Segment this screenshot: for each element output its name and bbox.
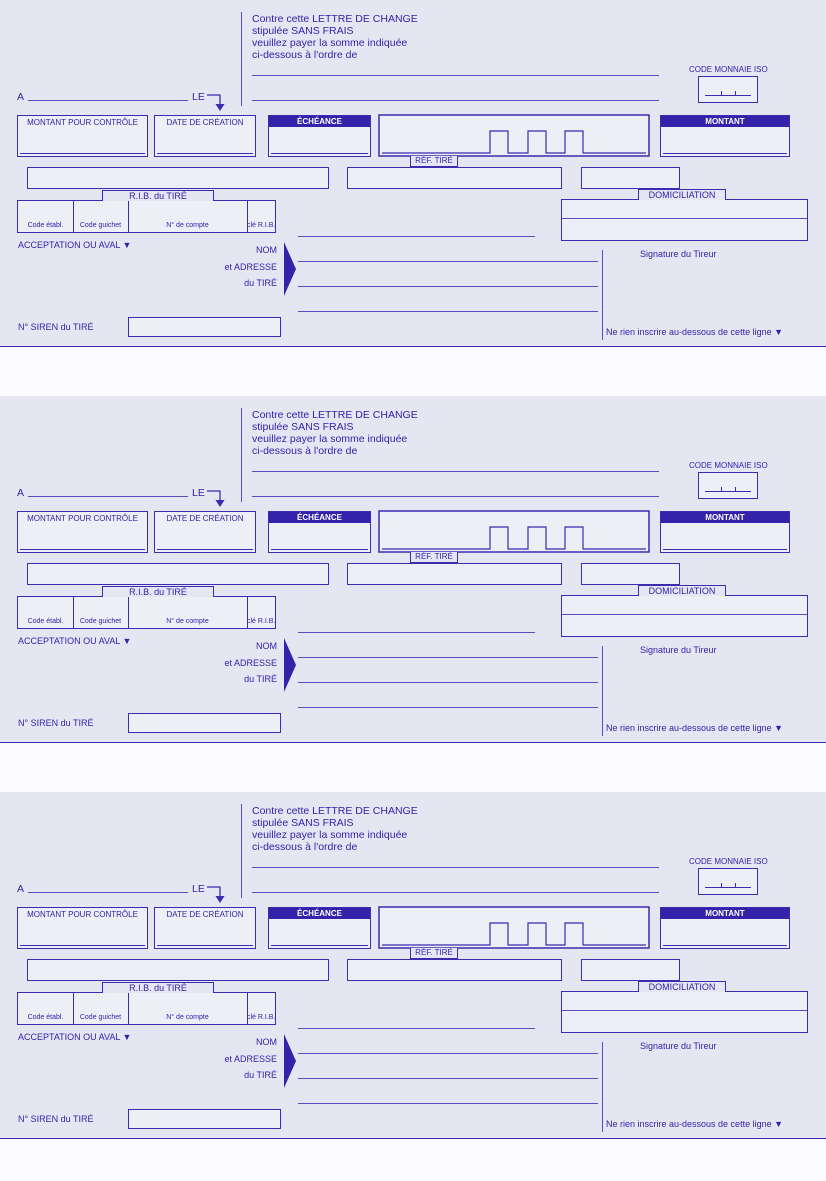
echeance-label: ÉCHÉANCE: [269, 116, 370, 127]
le-label: LE: [192, 91, 205, 103]
siren-field[interactable]: [128, 713, 281, 733]
ref-tire-label: RÉF. TIRÉ: [410, 948, 458, 959]
rib-label: R.I.B. du TIRÉ: [102, 190, 214, 201]
nom-line-1[interactable]: [298, 1053, 598, 1054]
echeance-label: ÉCHÉANCE: [269, 908, 370, 919]
rib-col-code-etabl: Code établ.: [27, 1014, 64, 1021]
acceptation-label: ACCEPTATION OU AVAL ▼: [18, 636, 132, 646]
montant-label: MONTANT: [661, 908, 789, 919]
rib-col-code-guichet: Code guichet: [79, 222, 122, 229]
ref-field[interactable]: [347, 167, 562, 189]
code-monnaie-label: CODE MONNAIE ISO: [689, 857, 768, 866]
ref-field[interactable]: [347, 959, 562, 981]
acceptation-label: ACCEPTATION OU AVAL ▼: [18, 1032, 132, 1042]
signature-label: Signature du Tireur: [640, 249, 717, 259]
acceptation-label: ACCEPTATION OU AVAL ▼: [18, 240, 132, 250]
date-creation-field[interactable]: [154, 511, 256, 553]
rib-label: R.I.B. du TIRÉ: [102, 982, 214, 993]
acceptation-line[interactable]: [298, 1028, 535, 1029]
tire-name-field[interactable]: [27, 959, 329, 981]
signature-divider: [602, 646, 603, 736]
chevron-right-icon: [284, 242, 296, 296]
instruction-line-2: stipulée SANS FRAIS: [252, 817, 354, 829]
tire-name-field[interactable]: [27, 563, 329, 585]
date-creation-field[interactable]: [154, 907, 256, 949]
code-monnaie-field[interactable]: [698, 472, 758, 499]
a-label: A: [17, 91, 25, 103]
du-tire-label: du TIRÉ: [244, 1070, 277, 1080]
date-creation-label: DATE DE CRÉATION: [166, 910, 244, 919]
montant-label: MONTANT: [661, 116, 789, 127]
tire-name-field[interactable]: [27, 167, 329, 189]
rib-col-code-etabl: Code établ.: [27, 618, 64, 625]
chevron-right-icon: [284, 1034, 296, 1088]
signature-divider: [602, 1042, 603, 1132]
adresse-label: et ADRESSE: [224, 1054, 277, 1064]
lettre-de-change-form-2: [0, 396, 826, 743]
nom-line-2[interactable]: [298, 1078, 598, 1079]
rib-field[interactable]: [17, 596, 276, 629]
rib-col-numero-compte: N° de compte: [166, 1014, 209, 1021]
montant-controle-field[interactable]: [17, 511, 148, 553]
instruction-line-3: veuillez payer la somme indiquée: [252, 433, 408, 445]
code-monnaie-label: CODE MONNAIE ISO: [689, 461, 768, 470]
a-field[interactable]: [28, 892, 188, 893]
small-field[interactable]: [581, 167, 680, 189]
montant-field[interactable]: [660, 115, 790, 157]
rib-col-cle: clé R.I.B.: [247, 222, 276, 229]
nom-line-3[interactable]: [298, 1103, 598, 1104]
domiciliation-field[interactable]: [561, 991, 808, 1033]
acceptation-line[interactable]: [298, 632, 535, 633]
nom-line-2[interactable]: [298, 682, 598, 683]
rib-label: R.I.B. du TIRÉ: [102, 586, 214, 597]
echeance-field[interactable]: [268, 907, 371, 949]
bottom-note: Ne rien inscrire au-dessous de cette ligne ▼: [606, 327, 783, 337]
order-line-1[interactable]: [252, 75, 659, 76]
du-tire-label: du TIRÉ: [244, 674, 277, 684]
a-label: A: [17, 487, 25, 499]
le-label: LE: [192, 883, 205, 895]
instruction-line-1: Contre cette LETTRE DE CHANGE: [252, 805, 418, 817]
montant-label: MONTANT: [661, 512, 789, 523]
instruction-line-3: veuillez payer la somme indiquée: [252, 37, 408, 49]
domiciliation-label: DOMICILIATION: [638, 981, 726, 992]
montant-controle-field[interactable]: [17, 907, 148, 949]
code-monnaie-label: CODE MONNAIE ISO: [689, 65, 768, 74]
arrow-down-icon: [207, 882, 227, 904]
adresse-label: et ADRESSE: [224, 658, 277, 668]
siren-label: N° SIREN du TIRÉ: [18, 1114, 94, 1124]
instruction-line-4: ci-dessous à l'ordre de: [252, 49, 358, 61]
siren-field[interactable]: [128, 317, 281, 337]
domiciliation-field[interactable]: [561, 595, 808, 637]
instruction-line-1: Contre cette LETTRE DE CHANGE: [252, 409, 418, 421]
echeance-field[interactable]: [268, 511, 371, 553]
domiciliation-field[interactable]: [561, 199, 808, 241]
rib-field[interactable]: [17, 200, 276, 233]
echeance-field[interactable]: [268, 115, 371, 157]
date-creation-field[interactable]: [154, 115, 256, 157]
instruction-line-2: stipulée SANS FRAIS: [252, 421, 354, 433]
montant-controle-label: MONTANT POUR CONTRÔLE: [27, 514, 138, 523]
instruction-divider: [241, 12, 242, 106]
siren-label: N° SIREN du TIRÉ: [18, 718, 94, 728]
instruction-divider: [241, 408, 242, 502]
nom-line-2[interactable]: [298, 286, 598, 287]
nom-label: NOM: [256, 1037, 277, 1047]
a-field[interactable]: [28, 100, 188, 101]
small-field[interactable]: [581, 563, 680, 585]
rib-col-code-guichet: Code guichet: [79, 618, 122, 625]
date-creation-label: DATE DE CRÉATION: [166, 118, 244, 127]
montant-controle-label: MONTANT POUR CONTRÔLE: [27, 910, 138, 919]
nom-label: NOM: [256, 245, 277, 255]
chevron-right-icon: [284, 638, 296, 692]
domiciliation-label: DOMICILIATION: [638, 585, 726, 596]
rib-col-cle: clé R.I.B.: [247, 1014, 276, 1021]
signature-label: Signature du Tireur: [640, 645, 717, 655]
ref-tire-label: RÉF. TIRÉ: [410, 156, 458, 167]
instruction-line-1: Contre cette LETTRE DE CHANGE: [252, 13, 418, 25]
order-line-2[interactable]: [252, 100, 659, 101]
rib-col-numero-compte: N° de compte: [166, 222, 209, 229]
siren-label: N° SIREN du TIRÉ: [18, 322, 94, 332]
a-label: A: [17, 883, 25, 895]
nom-line-3[interactable]: [298, 311, 598, 312]
nom-label: NOM: [256, 641, 277, 651]
order-line-1[interactable]: [252, 471, 659, 472]
montant-controle-label: MONTANT POUR CONTRÔLE: [27, 118, 138, 127]
instruction-divider: [241, 804, 242, 898]
order-line-1[interactable]: [252, 867, 659, 868]
date-creation-label: DATE DE CRÉATION: [166, 514, 244, 523]
a-field[interactable]: [28, 496, 188, 497]
rib-col-numero-compte: N° de compte: [166, 618, 209, 625]
code-monnaie-field[interactable]: [698, 76, 758, 103]
nom-line-1[interactable]: [298, 657, 598, 658]
montant-controle-field[interactable]: [17, 115, 148, 157]
echeance-label: ÉCHÉANCE: [269, 512, 370, 523]
lettre-de-change-form-1: [0, 0, 826, 347]
adresse-label: et ADRESSE: [224, 262, 277, 272]
arrow-down-icon: [207, 90, 227, 112]
nom-line-1[interactable]: [298, 261, 598, 262]
instruction-line-4: ci-dessous à l'ordre de: [252, 841, 358, 853]
signature-label: Signature du Tireur: [640, 1041, 717, 1051]
small-field[interactable]: [581, 959, 680, 981]
rib-field[interactable]: [17, 992, 276, 1025]
rib-col-cle: clé R.I.B.: [247, 618, 276, 625]
domiciliation-label: DOMICILIATION: [638, 189, 726, 200]
signature-divider: [602, 250, 603, 340]
bottom-note: Ne rien inscrire au-dessous de cette ligne ▼: [606, 723, 783, 733]
instruction-line-2: stipulée SANS FRAIS: [252, 25, 354, 37]
le-label: LE: [192, 487, 205, 499]
du-tire-label: du TIRÉ: [244, 278, 277, 288]
rib-col-code-guichet: Code guichet: [79, 1014, 122, 1021]
code-monnaie-field[interactable]: [698, 868, 758, 895]
arrow-down-icon: [207, 486, 227, 508]
order-line-2[interactable]: [252, 496, 659, 497]
lettre-de-change-form-3: [0, 792, 826, 1139]
ref-field[interactable]: [347, 563, 562, 585]
bottom-note: Ne rien inscrire au-dessous de cette ligne ▼: [606, 1119, 783, 1129]
montant-field[interactable]: [660, 511, 790, 553]
rib-col-code-etabl: Code établ.: [27, 222, 64, 229]
order-line-2[interactable]: [252, 892, 659, 893]
instruction-line-4: ci-dessous à l'ordre de: [252, 445, 358, 457]
siren-field[interactable]: [128, 1109, 281, 1129]
nom-line-3[interactable]: [298, 707, 598, 708]
montant-field[interactable]: [660, 907, 790, 949]
instruction-line-3: veuillez payer la somme indiquée: [252, 829, 408, 841]
acceptation-line[interactable]: [298, 236, 535, 237]
ref-tire-label: RÉF. TIRÉ: [410, 552, 458, 563]
